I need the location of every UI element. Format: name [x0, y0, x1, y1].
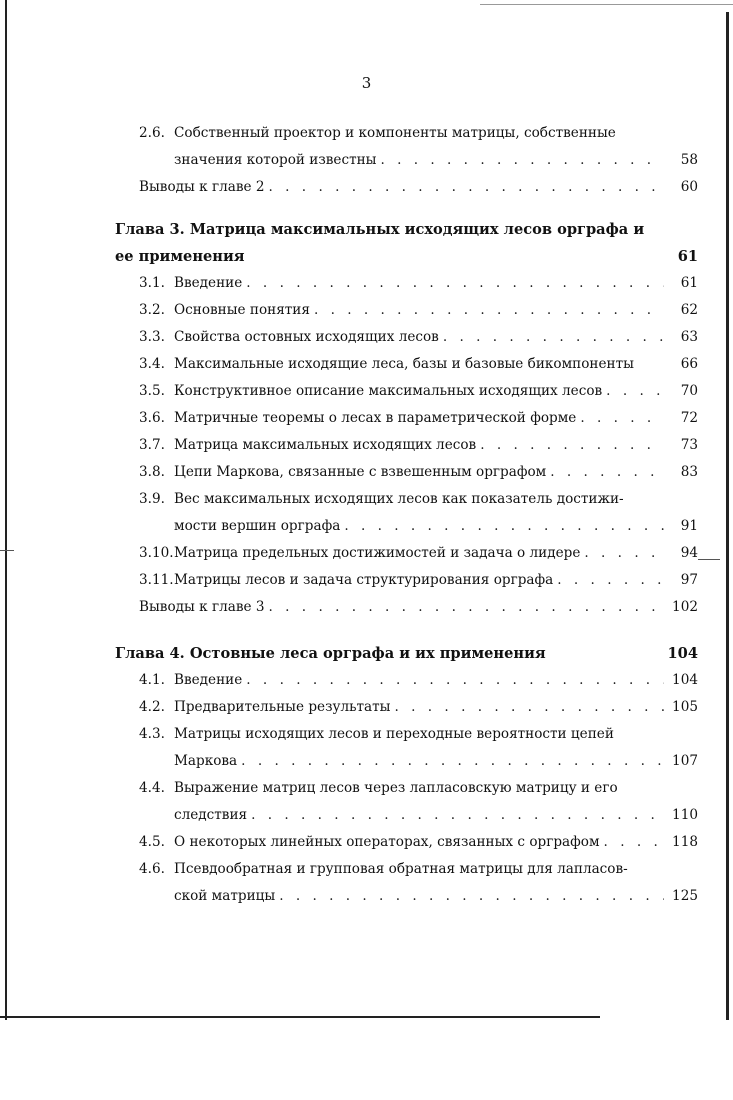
section-title: Введение [174, 275, 243, 291]
section-title: Максимальные исходящие леса, базы и базовые бикомпоненты [174, 356, 634, 372]
page-ref: 104 [672, 672, 698, 688]
scan-edge-top [480, 4, 733, 5]
page-ref: 97 [680, 572, 698, 588]
page-ref: 70 [680, 383, 698, 399]
section-title: Свойства остовных исходящих лесов [174, 329, 439, 345]
dot-leader [242, 270, 664, 297]
section-number: 4.5. [139, 834, 165, 850]
section-title: Предварительные результаты [174, 699, 391, 715]
section-number: 3.4. [139, 356, 165, 372]
toc-entry-3-2[interactable] [115, 297, 698, 324]
scan-edge-left [5, 0, 7, 1020]
section-number: 4.4. [139, 780, 165, 796]
section-number: 3.5. [139, 383, 165, 399]
toc-entry-summary-3[interactable] [115, 594, 698, 621]
section-title: Матричные теоремы о лесах в параметрической форме [174, 410, 577, 426]
section-number: 3.11. [139, 572, 174, 588]
page-ref: 110 [672, 807, 698, 823]
dot-leader [247, 802, 664, 829]
dot-leader [439, 324, 664, 351]
page-ref: 102 [672, 599, 698, 615]
section-title: Псевдообратная и групповая обратная матрицы для лапласов- [174, 861, 628, 877]
section-title: Матрицы лесов и задача структурирования орграфа [174, 572, 554, 588]
section-title: Вес максимальных исходящих лесов как показатель достижи- [174, 491, 624, 507]
toc-entry-3-4[interactable] [115, 351, 698, 378]
section-number: 3.1. [139, 275, 165, 291]
chapter-title: Глава 3. Матрица максимальных исходящих лесов орграфа и [115, 221, 645, 238]
toc-entry-4-1[interactable] [115, 667, 698, 694]
toc-entry-4-6[interactable] [115, 856, 698, 883]
section-number: 2.6. [139, 125, 165, 141]
toc-entry-4-3[interactable] [115, 721, 698, 748]
page-ref: 60 [680, 179, 698, 195]
section-title: Выводы к главе 3 [139, 599, 265, 615]
dot-leader [600, 829, 664, 856]
section-number: 3.10. [139, 545, 174, 561]
toc-entry-3-5[interactable] [115, 378, 698, 405]
toc-entry-3-8[interactable] [115, 459, 698, 486]
toc-entry-summary-2[interactable] [115, 174, 698, 201]
section-number: 3.2. [139, 302, 165, 318]
section-title: Введение [174, 672, 243, 688]
chapter-4-heading[interactable] [115, 640, 698, 667]
page-ref: 94 [680, 545, 698, 561]
chapter-title: Глава 4. Остовные леса орграфа и их применения [115, 645, 546, 662]
dot-leader [391, 694, 665, 721]
page-ref: 72 [680, 410, 698, 426]
table-of-contents [115, 120, 698, 910]
toc-entry-4-5[interactable] [115, 829, 698, 856]
crop-mark-right [698, 559, 720, 560]
dot-leader [242, 667, 664, 694]
chapter-3-heading-cont[interactable] [115, 243, 698, 270]
section-title: Выводы к главе 2 [139, 179, 265, 195]
chapter-3-heading[interactable] [115, 216, 698, 243]
chapter-title-continued: ее применения [115, 248, 245, 265]
dot-leader [476, 432, 664, 459]
page-ref: 61 [680, 275, 698, 291]
page-ref: 62 [680, 302, 698, 318]
toc-entry-3-7[interactable] [115, 432, 698, 459]
toc-entry-4-3-cont[interactable] [115, 748, 698, 775]
section-title: Матрица максимальных исходящих лесов [174, 437, 477, 453]
section-number: 3.9. [139, 491, 165, 507]
page-number: 3 [361, 74, 372, 92]
section-title: Конструктивное описание максимальных исходящих лесов [174, 383, 603, 399]
dot-leader [265, 594, 664, 621]
toc-entry-2-6[interactable] [115, 120, 698, 147]
section-title: Цепи Маркова, связанные с взвешенным орграфом [174, 464, 547, 480]
toc-entry-3-6[interactable] [115, 405, 698, 432]
dot-leader [340, 513, 664, 540]
toc-entry-3-11[interactable] [115, 567, 698, 594]
section-title-continued: значения которой известны [174, 152, 377, 168]
scan-edge-right [726, 12, 729, 1020]
toc-entry-3-10[interactable] [115, 540, 698, 567]
dot-leader [576, 405, 664, 432]
page-ref: 66 [680, 356, 698, 372]
page-ref: 61 [677, 248, 698, 265]
scan-edge-bottom [0, 1016, 600, 1018]
page-ref: 58 [680, 152, 698, 168]
section-title: Матрица предельных достижимостей и задача о лидере [174, 545, 581, 561]
section-number: 3.7. [139, 437, 165, 453]
page-ref: 91 [680, 518, 698, 534]
section-title-continued: мости вершин орграфа [174, 518, 341, 534]
page-ref: 83 [680, 464, 698, 480]
page-ref: 63 [680, 329, 698, 345]
section-number: 3.3. [139, 329, 165, 345]
toc-entry-3-1[interactable] [115, 270, 698, 297]
section-title: Собственный проектор и компоненты матрицы, собственные [174, 125, 616, 141]
dot-leader [376, 147, 664, 174]
toc-entry-3-9-cont[interactable] [115, 513, 698, 540]
toc-entry-4-2[interactable] [115, 694, 698, 721]
dot-leader [602, 378, 664, 405]
dot-leader [553, 567, 664, 594]
dot-leader [265, 174, 664, 201]
dot-leader [310, 297, 664, 324]
toc-entry-4-4[interactable] [115, 775, 698, 802]
toc-entry-2-6-cont[interactable] [115, 147, 698, 174]
page-ref: 105 [672, 699, 698, 715]
page-ref: 73 [680, 437, 698, 453]
toc-entry-3-9[interactable] [115, 486, 698, 513]
section-number: 4.3. [139, 726, 165, 742]
page-ref: 107 [672, 753, 698, 769]
section-title: Матрицы исходящих лесов и переходные вероятности цепей [174, 726, 614, 742]
dot-leader [237, 748, 664, 775]
dot-leader [275, 883, 664, 910]
section-title-continued: Маркова [174, 753, 238, 769]
section-number: 3.6. [139, 410, 165, 426]
dot-leader [546, 459, 664, 486]
section-number: 3.8. [139, 464, 165, 480]
section-title: О некоторых линейных операторах, связанных с орграфом [174, 834, 600, 850]
toc-entry-4-4-cont[interactable] [115, 802, 698, 829]
toc-entry-3-3[interactable] [115, 324, 698, 351]
section-number: 4.2. [139, 699, 165, 715]
page-ref: 125 [672, 888, 698, 904]
page-ref: 104 [667, 645, 698, 662]
dot-leader [580, 540, 664, 567]
section-title-continued: ской матрицы [174, 888, 276, 904]
section-title: Выражение матриц лесов через лапласовскую матрицу и его [174, 780, 618, 796]
section-title: Основные понятия [174, 302, 310, 318]
section-number: 4.6. [139, 861, 165, 877]
page-ref: 118 [672, 834, 698, 850]
crop-mark-left [0, 550, 14, 551]
section-title-continued: следствия [174, 807, 248, 823]
toc-entry-4-6-cont[interactable] [115, 883, 698, 910]
section-number: 4.1. [139, 672, 165, 688]
